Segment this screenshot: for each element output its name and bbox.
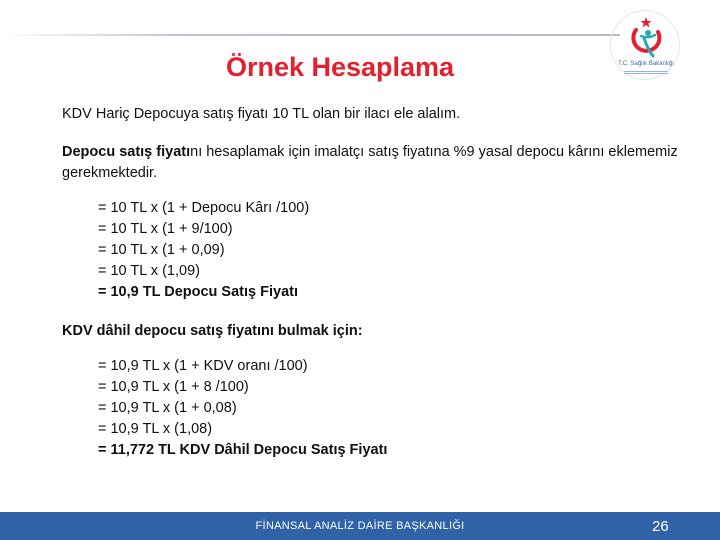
ministry-logo-icon <box>606 6 686 86</box>
logo-subtext-lines <box>618 70 674 74</box>
page-number: 26 <box>652 518 669 535</box>
section-heading-kdv: KDV dâhil depocu satış fiyatını bulmak için: <box>62 323 363 339</box>
calculation-block-1 <box>98 198 682 303</box>
calc2-line: = 10,9 TL x (1 + 8 /100) <box>98 379 249 395</box>
logo-caption: T.C. Sağlık Bakanlığı <box>618 61 674 67</box>
footer-bar <box>0 512 720 540</box>
calc2-line: = 10,9 TL x (1,08) <box>98 421 213 437</box>
calc1-line: = 10 TL x (1,09) <box>98 263 200 279</box>
explanation-rest: nı hesaplamak için imalatçı satış fiyatına %9 yasal depocu kârını eklememiz gerekmektedir. <box>62 144 678 181</box>
calc2-line: = 10,9 TL x (1 + KDV oranı /100) <box>98 358 308 374</box>
intro-text: KDV Hariç Depocuya satış fiyatı 10 TL olan bir ilacı ele alalım. <box>62 106 461 122</box>
logo-emblem-icon <box>606 6 686 66</box>
calc2-line: = 10,9 TL x (1 + 0,08) <box>98 400 237 416</box>
footer-department: FİNANSAL ANALİZ DAİRE BAŞKANLIĞI <box>255 520 465 532</box>
calc1-result: = 10,9 TL Depocu Satış Fiyatı <box>98 284 298 300</box>
slide-body <box>62 104 682 461</box>
calc1-line: = 10 TL x (1 + 9/100) <box>98 221 233 237</box>
slide-title: Örnek Hesaplama <box>225 52 455 82</box>
calculation-block-2 <box>98 356 682 461</box>
explanation-paragraph <box>62 142 682 184</box>
header-divider <box>0 34 620 36</box>
calc1-line: = 10 TL x (1 + 0,09) <box>98 242 225 258</box>
explanation-bold-term: Depocu satış fiyatı <box>62 144 191 160</box>
calc2-result: = 11,772 TL KDV Dâhil Depocu Satış Fiyatı <box>98 442 388 458</box>
calc1-line: = 10 TL x (1 + Depocu Kârı /100) <box>98 200 310 216</box>
